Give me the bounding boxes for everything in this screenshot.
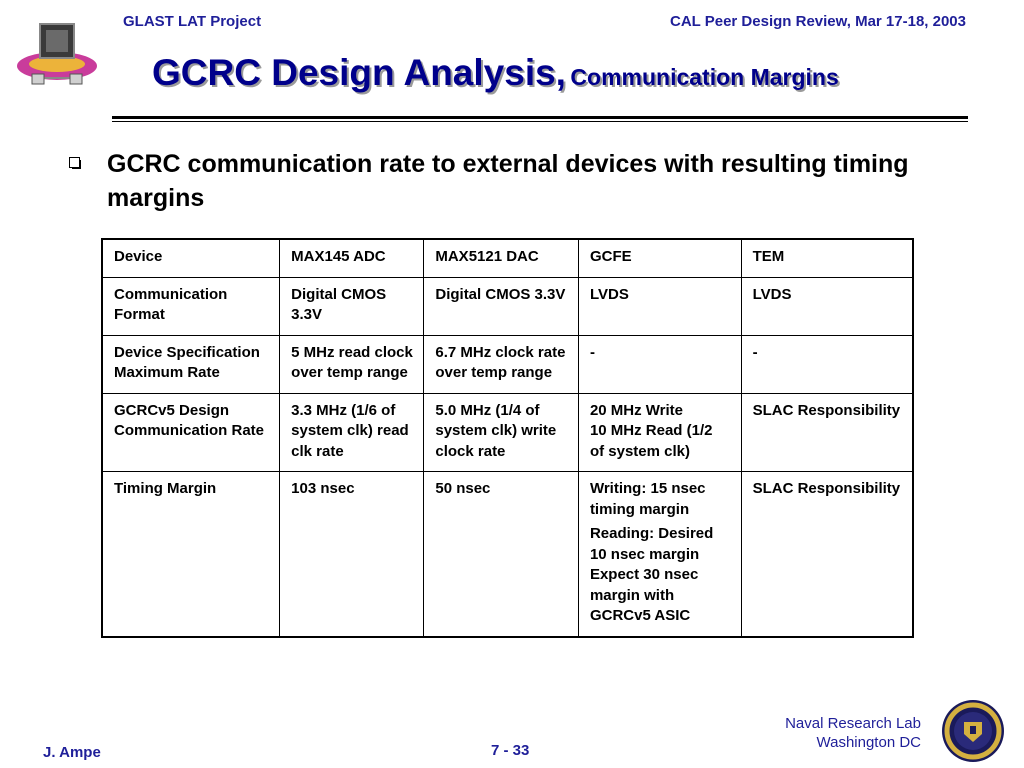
table-cell: [741, 335, 913, 393]
cell-text: 5 MHz read clock over temp range: [291, 343, 413, 381]
footer-org-line2: Washington DC: [816, 734, 921, 751]
title-rule-thick: [112, 116, 968, 119]
cell-text: 50 nsec: [435, 480, 491, 497]
table-cell: [741, 472, 913, 637]
cell-text: -: [752, 343, 758, 361]
cell-text: 3.3 MHz (1/6 of system clk) read clk rate: [291, 401, 409, 460]
nrl-seal-icon: [940, 698, 1006, 764]
cell-text: MAX5121 DAC: [435, 248, 539, 265]
table-cell: [280, 472, 424, 637]
cell-text: Digital CMOS 3.3V: [435, 285, 566, 303]
bullet-text: GCRC communication rate to external devices with resulting timing margins: [107, 150, 909, 212]
margins-table: [101, 238, 914, 638]
table-header-cell: [741, 239, 913, 277]
table-cell: [741, 277, 913, 335]
table-header-cell: [102, 239, 280, 277]
footer-author: J. Ampe: [43, 744, 101, 761]
cell-text: 6.7 MHz clock rate over temp range: [435, 343, 566, 381]
table-cell: [424, 393, 579, 472]
table-row: [102, 239, 913, 277]
table-cell: [578, 393, 741, 472]
table-cell: [280, 277, 424, 335]
cell-text: Writing: 15 nsec timing margin: [589, 480, 706, 518]
cell-text: Device Specification Maximum Rate: [114, 343, 260, 381]
cell-text: MAX145 ADC: [291, 248, 386, 265]
table-cell: [578, 277, 741, 335]
table-cell: [280, 335, 424, 393]
table-row: [102, 393, 913, 472]
cell-text: Reading: Desired 10 nsec margin Expect 30 nsec margin with GCRCv5 ASIC: [589, 525, 714, 624]
footer-page-number: 7 - 33: [491, 742, 530, 759]
cell-text: LVDS: [589, 285, 629, 303]
header-project: GLAST LAT Project: [123, 13, 262, 30]
cell-text: Communication Format: [114, 285, 228, 323]
cell-text: SLAC Responsibility: [752, 401, 901, 419]
table-cell: [102, 335, 280, 393]
footer-organization: [785, 714, 921, 752]
table-cell: [424, 335, 579, 393]
cell-text: 5.0 MHz (1/4 of system clk) write clock rate: [435, 401, 557, 460]
cell-text: GCRCv5 Design Communication Rate: [114, 401, 265, 439]
cell-text: 103 nsec: [291, 480, 355, 497]
title-sub: Communication Margins: [570, 64, 839, 90]
table-row: [102, 472, 913, 637]
table-header-cell: [424, 239, 579, 277]
title-rule-thin: [112, 121, 968, 122]
glast-logo-icon: [12, 14, 102, 98]
footer-org-line1: Naval Research Lab: [785, 715, 921, 732]
table-row: [102, 335, 913, 393]
slide-title: [152, 52, 839, 94]
table-cell: [280, 393, 424, 472]
cell-text: 20 MHz Write 10 MHz Read (1/2 of system clk): [589, 401, 713, 460]
title-main: GCRC Design Analysis,: [152, 52, 566, 93]
cell-text: Device: [114, 248, 163, 265]
table-cell: [424, 277, 579, 335]
cell-text: SLAC Responsibility: [752, 480, 901, 497]
table-header-cell: [578, 239, 741, 277]
cell-text: LVDS: [752, 285, 792, 303]
header-review: CAL Peer Design Review, Mar 17-18, 2003: [670, 13, 966, 30]
table-cell: [102, 472, 280, 637]
table-header-cell: [280, 239, 424, 277]
table-row: [102, 277, 913, 335]
table-cell: [578, 472, 741, 637]
cell-text: -: [589, 343, 595, 361]
table-cell: [741, 393, 913, 472]
cell-text: GCFE: [589, 248, 632, 265]
table-cell: [102, 277, 280, 335]
table-cell: [102, 393, 280, 472]
table-cell: [424, 472, 579, 637]
cell-text: TEM: [752, 248, 785, 265]
bullet-square-icon: [69, 157, 80, 168]
cell-text: Timing Margin: [114, 480, 217, 497]
table-cell: [578, 335, 741, 393]
cell-text: Digital CMOS 3.3V: [291, 285, 387, 323]
